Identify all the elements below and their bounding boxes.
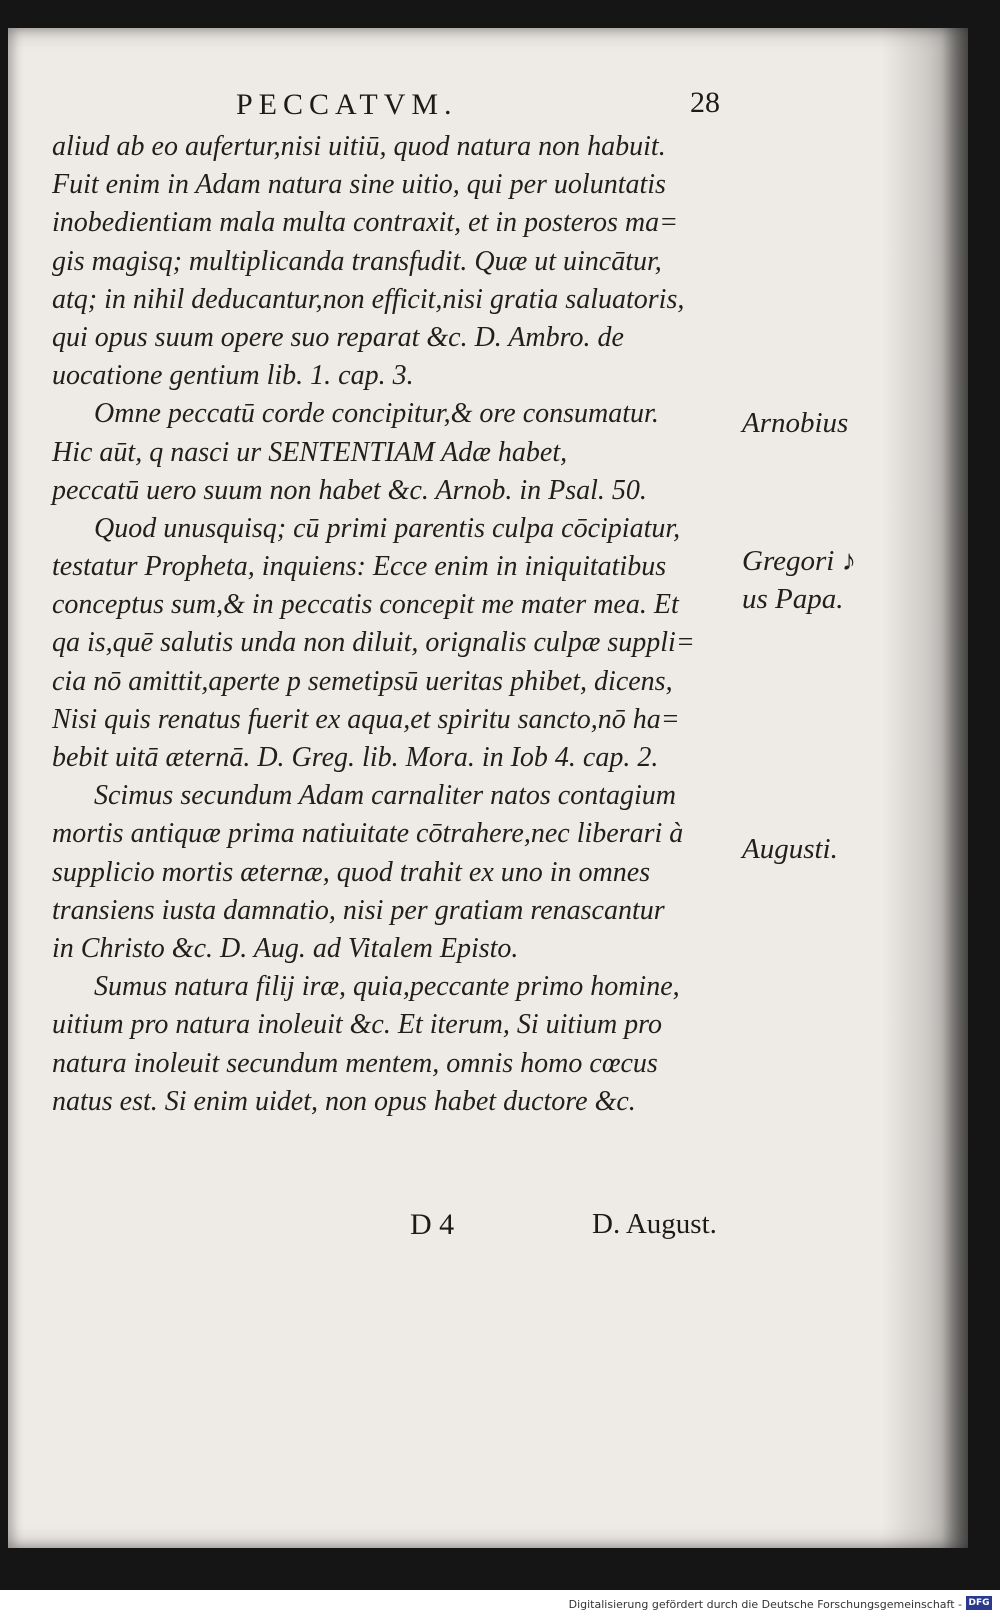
main-text-block [52, 128, 752, 1121]
text-line: conceptus sum,& in peccatis concepit me mater mea. Et [52, 589, 679, 621]
text-line: qa is,quē salutis unda non diluit, orignalis culpæ suppli= [52, 627, 695, 659]
text-line: gis magisq; multiplicanda transfudit. Quæ ut uincātur, [52, 245, 662, 277]
text-line: peccatū uero suum non habet &c. Arnob. in Psal. 50. [52, 474, 647, 506]
text-line: supplicio mortis æternæ, quod trahit ex uno in omnes [52, 856, 651, 888]
text-line: atq; in nihil deducantur,non efficit,nisi gratia saluatoris, [52, 283, 685, 315]
text-line: qui opus suum opere suo reparat &c. D. Ambro. de [52, 321, 624, 353]
text-line: bebit uitā æternā. D. Greg. lib. Mora. in Iob 4. cap. 2. [52, 742, 659, 773]
paragraph-start-line: Sumus natura filij iræ, quia,peccante primo homine, [94, 971, 680, 1003]
digitization-credit: Digitalisierung gefördert durch die Deutsche Forschungsgemeinschaft - [568, 1598, 962, 1611]
text-line: uocatione gentium lib. 1. cap. 3. [52, 360, 414, 392]
signature-mark: D 4 [410, 1208, 455, 1241]
text-line: Nisi quis renatus fuerit ex aqua,et spiritu sancto,nō ha= [52, 703, 680, 735]
running-head: PECCATVM. [236, 88, 458, 121]
text-line: Hic aūt, q nasci ur SENTENTIAM Adæ habet, [52, 436, 568, 468]
marginal-note-arnobius: Arnobius [742, 407, 849, 439]
catchword: D. August. [592, 1208, 717, 1240]
text-line: natura inoleuit secundum mentem, omnis homo cœcus [52, 1047, 658, 1079]
text-line: aliud ab eo aufertur,nisi uitiū, quod natura non habuit. [52, 131, 666, 162]
text-line: mortis antiquæ prima natiuitate cōtrahere,nec liberari à [52, 818, 684, 850]
text-line: cia nō amittit,aperte p semetipsū ueritas phibet, dicens, [52, 665, 673, 697]
text-line: Fuit enim in Adam natura sine uitio, qui per uoluntatis [52, 169, 666, 201]
marginal-note-augustinus: Augusti. [742, 833, 838, 865]
text-line: testatur Propheta, inquiens: Ecce enim in iniquitatibus [52, 551, 667, 583]
paragraph-start-line: Omne peccatū corde concipitur,& ore consumatur. [94, 398, 659, 430]
page-gutter-shadow [882, 28, 968, 1548]
marginal-note-gregorius-cont: us Papa. [742, 583, 844, 615]
text-line: transiens iusta damnatio, nisi per gratiam renascantur [52, 894, 665, 926]
marginal-note-gregorius: Gregori ♪ [742, 545, 857, 577]
text-line: natus est. Si enim uidet, non opus habet ductore &c. [52, 1085, 636, 1117]
text-line: in Christo &c. D. Aug. ad Vitalem Episto. [52, 932, 519, 964]
text-line: inobedientiam mala multa contraxit, et in posteros ma= [52, 207, 679, 239]
folio-number: 28 [690, 86, 720, 119]
dfg-logo: DFG [966, 1596, 992, 1610]
text-line: uitium pro natura inoleuit &c. Et iterum, Si uitium pro [52, 1009, 663, 1041]
paragraph-start-line: Quod unusquisq; cū primi parentis culpa cōcipiatur, [94, 512, 681, 544]
paragraph-start-line: Scimus secundum Adam carnaliter natos contagium [94, 780, 676, 812]
